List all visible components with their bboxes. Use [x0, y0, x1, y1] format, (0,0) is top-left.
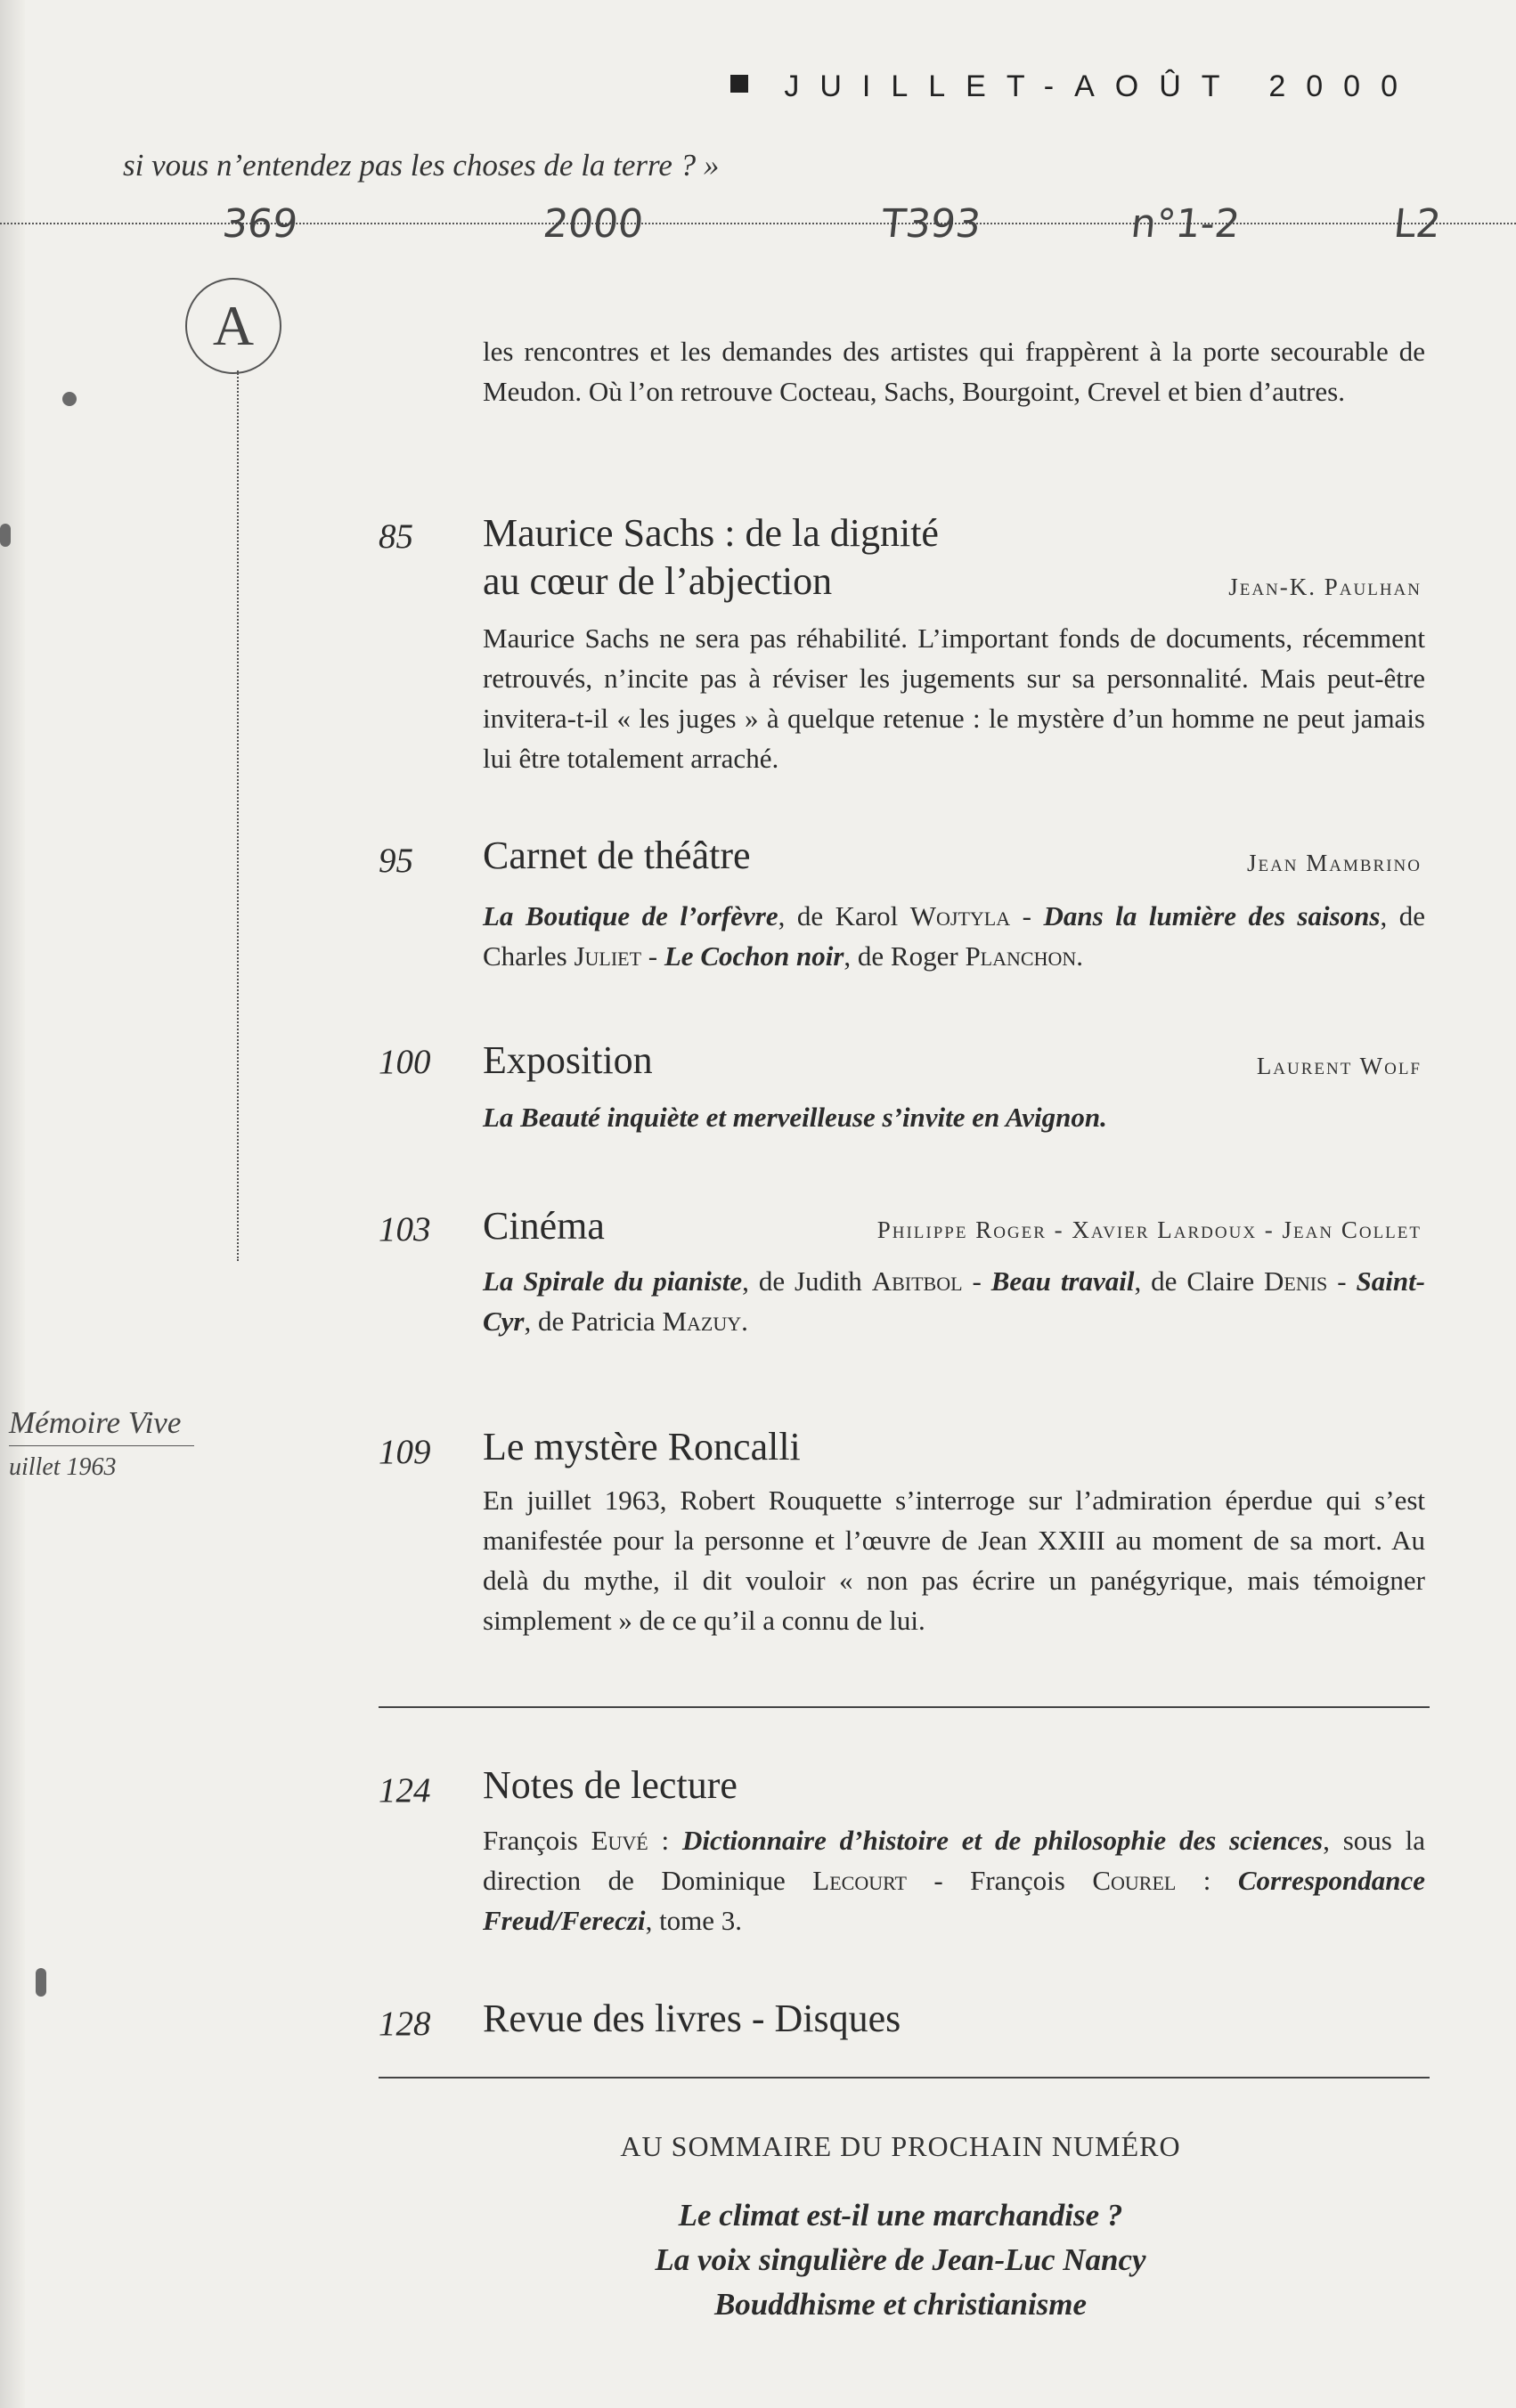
- text-fragment: , tome 3.: [645, 1905, 743, 1936]
- entry-page-number: 95: [379, 842, 413, 880]
- sidebar-rule: [9, 1445, 194, 1446]
- entry-title-line: au cœur de l’abjection: [483, 559, 833, 603]
- square-bullet-icon: [730, 75, 748, 93]
- text-fragment: -: [962, 1265, 991, 1297]
- text-fragment: - François: [906, 1865, 1093, 1896]
- scan-speck: [62, 392, 77, 406]
- author-name: Abitbol: [871, 1265, 963, 1297]
- author-name: Planchon: [965, 940, 1077, 972]
- next-issue-heading: AU SOMMAIRE DU PROCHAIN NUMÉRO: [620, 2130, 1181, 2162]
- scan-speck: [0, 524, 11, 547]
- text-fragment: -: [1327, 1265, 1357, 1297]
- section-divider: [379, 2077, 1430, 2079]
- section-divider: [379, 1706, 1430, 1708]
- handwritten-note: n°1-2: [1129, 201, 1243, 247]
- entry-title-line: Maurice Sachs : de la dignité: [483, 511, 939, 555]
- text-fragment: :: [1176, 1865, 1238, 1896]
- entry-description: La Beauté inquiète et merveilleuse s’invite en Avignon.: [483, 1102, 1107, 1133]
- handwritten-note: L2: [1391, 201, 1444, 247]
- dotted-vertical-rule: [237, 370, 239, 1261]
- scan-speck: [36, 1968, 46, 1997]
- sidebar-date: uillet 1963: [9, 1453, 117, 1481]
- issue-date-text: JUILLET-AOÛT 2000: [784, 69, 1418, 103]
- entry-title: Revue des livres - Disques: [483, 1997, 901, 2040]
- entry-page-number: 85: [379, 517, 413, 556]
- text-fragment: , de Charles: [483, 900, 1425, 972]
- text-fragment: , de Karol: [778, 900, 910, 931]
- entry-title: [483, 509, 939, 606]
- issue-date: [730, 69, 1418, 104]
- entry-author: Philippe Roger - Xavier Lardoux - Jean Collet: [876, 1216, 1422, 1243]
- entry-title: Notes de lecture: [483, 1763, 738, 1807]
- author-name: Lecourt: [812, 1865, 907, 1896]
- entry-page-number: 103: [379, 1210, 431, 1249]
- work-title: La Spirale du pianiste: [483, 1265, 743, 1297]
- author-name: Juliet: [574, 940, 642, 972]
- work-title: Saint-Cyr: [483, 1265, 1425, 1337]
- text-fragment: , de Claire: [1134, 1265, 1265, 1297]
- header-quote: si vous n’entendez pas les choses de la terre ? »: [123, 148, 720, 183]
- entry-title: Cinéma: [483, 1204, 605, 1248]
- sidebar-label: Mémoire Vive: [9, 1405, 182, 1440]
- text-fragment: François: [483, 1825, 591, 1856]
- entry-description: En juillet 1963, Robert Rouquette s’interroge sur l’admiration éperdue qui s’est manifestée pour la personne et l’œuvre de Jean XXIII au moment de sa mort. Au delà du mythe, il dit vouloir « non pas écrire un panégyrique, mais témoigner simplement » de ce qu’il a connu de lui.: [483, 1485, 1425, 1636]
- author-name: Denis: [1264, 1265, 1328, 1297]
- text-fragment: , de Patricia: [524, 1306, 663, 1337]
- entry-title: Exposition: [483, 1038, 653, 1082]
- text-fragment: .: [1076, 940, 1083, 972]
- text-fragment: -: [641, 940, 664, 972]
- next-issue-item: La voix singulière de Jean-Luc Nancy: [655, 2242, 1146, 2277]
- handwritten-note: T393: [879, 201, 983, 247]
- work-title: Correspondance Freud/Fereczi: [483, 1865, 1425, 1936]
- section-badge: A: [185, 278, 281, 374]
- text-fragment: .: [741, 1306, 748, 1337]
- handwritten-note: 369: [220, 201, 300, 247]
- text-fragment: , sous la direction de Dominique: [483, 1825, 1426, 1896]
- entry-author: Jean-K. Paulhan: [1228, 574, 1422, 600]
- text-fragment: , de Judith: [742, 1265, 872, 1297]
- text-fragment: -: [1010, 900, 1044, 931]
- sidebar-note-date: [9, 1450, 117, 1482]
- entry-author: Laurent Wolf: [1256, 1053, 1422, 1079]
- work-title: Dans la lumière des saisons: [1043, 900, 1381, 931]
- entry-page-number: 128: [379, 2005, 431, 2043]
- handwritten-note: 2000: [541, 201, 646, 247]
- next-issue-item: Le climat est-il une marchandise ?: [678, 2198, 1123, 2233]
- entry-description: Maurice Sachs ne sera pas réhabilité. L’important fonds de documents, récemment retrouvés, n’incite pas à réviser les jugements sur sa personnalité. Mais peut-être invitera-t-il « les juges » à quelque retenue : le mystère d’un homme ne peut jamais lui être totalement arraché.: [483, 622, 1425, 774]
- entry-page-number: 124: [379, 1771, 431, 1810]
- sidebar-note: [9, 1405, 181, 1441]
- text-fragment: , de Roger: [844, 940, 966, 972]
- entry-author: Jean Mambrino: [1246, 850, 1422, 876]
- author-name: Wojtyla: [909, 900, 1011, 931]
- entry-title: Carnet de théâtre: [483, 834, 751, 877]
- entry-description: [483, 1820, 1425, 1940]
- intro-paragraph: les rencontres et les demandes des artistes qui frappèrent à la porte secourable de Meudon. Où l’on retrouve Cocteau, Sachs, Bourgoint, Crevel et bien d’autres.: [483, 336, 1425, 407]
- scan-left-edge: [0, 0, 25, 2408]
- entry-title: Le mystère Roncalli: [483, 1425, 801, 1468]
- entry-page-number: 100: [379, 1043, 431, 1081]
- author-name: Courel: [1092, 1865, 1177, 1896]
- text-fragment: :: [648, 1825, 682, 1856]
- next-issue-item: Bouddhisme et christianisme: [713, 2287, 1088, 2322]
- work-title: Beau travail: [990, 1265, 1135, 1297]
- entry-description: [483, 896, 1425, 976]
- work-title: La Boutique de l’orfèvre: [483, 900, 778, 931]
- author-name: Euvé: [591, 1825, 648, 1856]
- entry-page-number: 109: [379, 1433, 431, 1471]
- author-name: Mazuy: [662, 1306, 742, 1337]
- work-title: Le Cochon noir: [664, 940, 844, 972]
- work-title: Dictionnaire d’histoire et de philosophie des sciences: [681, 1825, 1324, 1856]
- entry-description: [483, 1261, 1425, 1341]
